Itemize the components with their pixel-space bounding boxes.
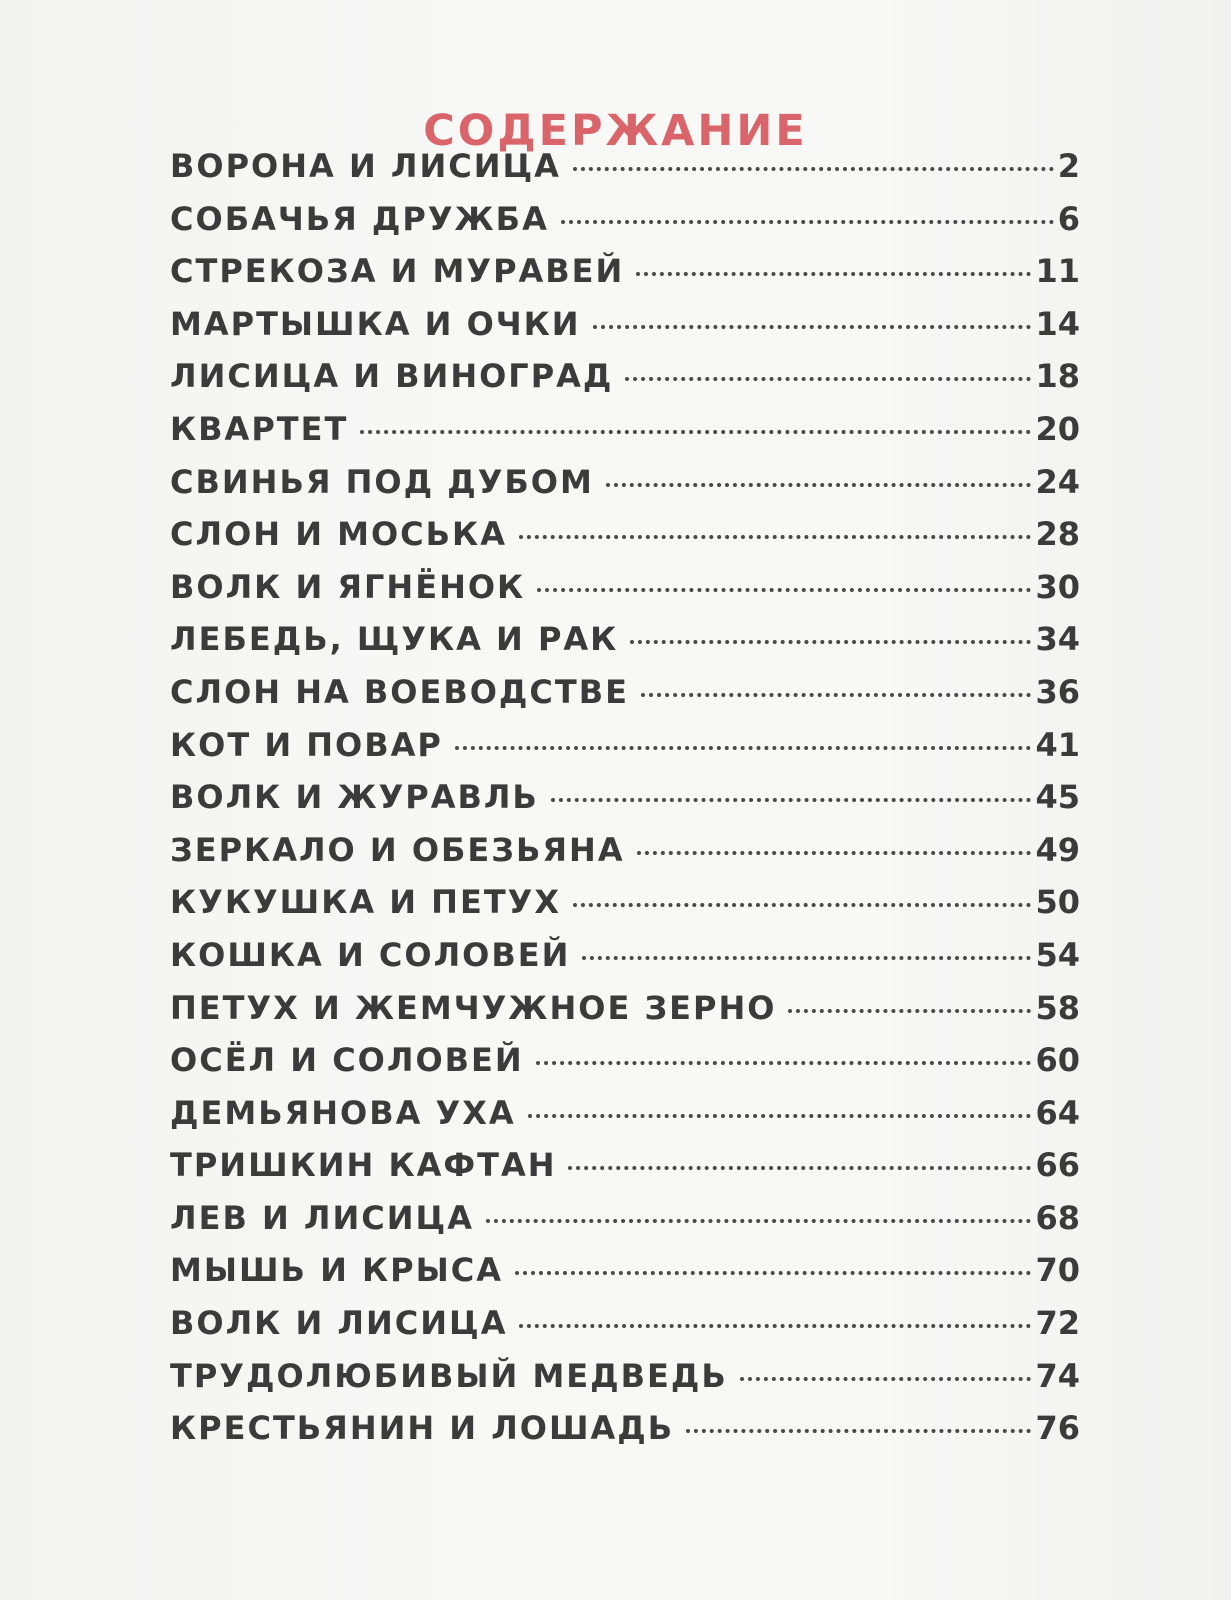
toc-entry-title: СЛОН НА ВОЕВОДСТВЕ: [170, 672, 629, 711]
toc-entry: [170, 929, 1080, 982]
toc-entry: [170, 1192, 1080, 1245]
toc-entry: [170, 456, 1080, 509]
dot-leader: [528, 1114, 1032, 1118]
toc-entry: [170, 824, 1080, 877]
dot-leader: [455, 746, 1032, 750]
toc-page-number: 45: [1035, 778, 1080, 817]
dot-leader: [637, 851, 1032, 855]
dot-leader: [606, 483, 1032, 487]
dot-leader: [551, 798, 1032, 802]
table-of-contents: [170, 140, 1080, 1455]
toc-entry: [170, 350, 1080, 403]
toc-entry: [170, 771, 1080, 824]
toc-entry-title: ВОРОНА И ЛИСИЦА: [170, 147, 561, 185]
dot-leader: [519, 535, 1032, 539]
toc-entry: [170, 193, 1080, 246]
dot-leader: [636, 272, 1031, 276]
dot-leader: [788, 1009, 1031, 1013]
dot-leader: [515, 1271, 1031, 1275]
toc-page-number: 20: [1035, 409, 1080, 448]
dot-leader: [536, 1061, 1032, 1065]
dot-leader: [537, 588, 1031, 592]
toc-entry: [170, 1402, 1080, 1455]
toc-page-number: 2: [1057, 147, 1080, 185]
toc-entry: [170, 1297, 1080, 1350]
toc-page-number: 36: [1035, 672, 1080, 711]
toc-entry: [170, 876, 1080, 929]
toc-entry: [170, 666, 1080, 719]
toc-page-number: 14: [1035, 304, 1080, 343]
toc-entry: [170, 613, 1080, 666]
dot-leader: [573, 167, 1054, 171]
toc-page-number: 49: [1035, 830, 1080, 869]
toc-page-number: 64: [1035, 1093, 1080, 1132]
toc-page-number: 18: [1035, 357, 1080, 396]
dot-leader: [630, 640, 1031, 644]
dot-leader: [625, 377, 1031, 381]
toc-entry-title: СОБАЧЬЯ ДРУЖБА: [170, 199, 549, 238]
dot-leader: [519, 1324, 1031, 1328]
toc-entry: [170, 245, 1080, 298]
toc-entry-title: ЛИСИЦА И ВИНОГРАД: [170, 357, 614, 396]
toc-entry-title: КВАРТЕТ: [170, 409, 349, 448]
dot-leader: [582, 956, 1031, 960]
toc-entry-title: КРЕСТЬЯНИН И ЛОШАДЬ: [170, 1409, 675, 1448]
toc-heading: СОДЕРЖАНИЕ: [423, 105, 808, 156]
toc-entry-title: КУКУШКА И ПЕТУХ: [170, 883, 561, 922]
toc-entry-title: МЫШЬ И КРЫСА: [170, 1251, 503, 1290]
toc-page-number: 54: [1035, 935, 1080, 974]
toc-entry: [170, 1244, 1080, 1297]
toc-entry-title: ОСЁЛ И СОЛОВЕЙ: [170, 1041, 524, 1080]
toc-entry: [170, 1139, 1080, 1192]
toc-page-number: 28: [1035, 515, 1080, 554]
toc-page-number: 72: [1035, 1304, 1080, 1343]
dot-leader: [740, 1377, 1032, 1381]
toc-entry-title: ЛЕВ И ЛИСИЦА: [170, 1198, 474, 1237]
dot-leader: [686, 1429, 1031, 1433]
toc-entry-title: СЛОН И МОСЬКА: [170, 515, 507, 554]
toc-entry: [170, 719, 1080, 772]
toc-entry: [170, 1034, 1080, 1087]
toc-page-number: 76: [1035, 1409, 1080, 1448]
toc-entry-title: МАРТЫШКА И ОЧКИ: [170, 304, 581, 343]
toc-entry: [170, 982, 1080, 1035]
toc-page-number: 6: [1057, 199, 1080, 238]
toc-entry-title: ЛЕБЕДЬ, ЩУКА И РАК: [170, 620, 619, 659]
toc-entry-title: ДЕМЬЯНОВА УХА: [170, 1093, 516, 1132]
dot-leader: [573, 903, 1031, 907]
toc-entry: [170, 1350, 1080, 1403]
toc-page-number: 66: [1035, 1146, 1080, 1185]
toc-entry-title: ТРИШКИН КАФТАН: [170, 1146, 557, 1185]
dot-leader: [593, 325, 1032, 329]
toc-entry-title: СВИНЬЯ ПОД ДУБОМ: [170, 462, 594, 501]
toc-entry: [170, 1087, 1080, 1140]
toc-page-number: 70: [1035, 1251, 1080, 1290]
toc-page-number: 30: [1035, 567, 1080, 606]
toc-entry-title: ЗЕРКАЛО И ОБЕЗЬЯНА: [170, 830, 625, 869]
toc-entry-title: ТРУДОЛЮБИВЫЙ МЕДВЕДЬ: [170, 1356, 728, 1395]
toc-page-number: 34: [1035, 620, 1080, 659]
toc-entry-title: ВОЛК И ЛИСИЦА: [170, 1304, 508, 1343]
dot-leader: [561, 220, 1054, 224]
toc-entry-title: КОТ И ПОВАР: [170, 725, 443, 764]
toc-entry-title: ВОЛК И ЖУРАВЛЬ: [170, 778, 539, 817]
toc-entry-title: ПЕТУХ И ЖЕМЧУЖНОЕ ЗЕРНО: [170, 988, 777, 1027]
dot-leader: [641, 693, 1031, 697]
dot-leader: [360, 430, 1031, 434]
toc-page-number: 74: [1035, 1356, 1080, 1395]
toc-page-number: 60: [1035, 1041, 1080, 1080]
toc-entry: [170, 561, 1080, 614]
toc-entry: [170, 298, 1080, 351]
toc-page-number: 11: [1035, 252, 1080, 291]
toc-entry: [170, 508, 1080, 561]
toc-entry-title: СТРЕКОЗА И МУРАВЕЙ: [170, 252, 625, 291]
toc-entry-title: КОШКА И СОЛОВЕЙ: [170, 935, 571, 974]
toc-page-number: 24: [1035, 462, 1080, 501]
toc-page-number: 41: [1035, 725, 1080, 764]
dot-leader: [568, 1166, 1031, 1170]
toc-page-number: 68: [1035, 1198, 1080, 1237]
toc-entry: [170, 140, 1080, 193]
toc-entry-title: ВОЛК И ЯГНЁНОК: [170, 567, 526, 606]
toc-page-number: 50: [1035, 883, 1080, 922]
toc-page-number: 58: [1035, 988, 1080, 1027]
dot-leader: [486, 1219, 1032, 1223]
toc-entry: [170, 403, 1080, 456]
